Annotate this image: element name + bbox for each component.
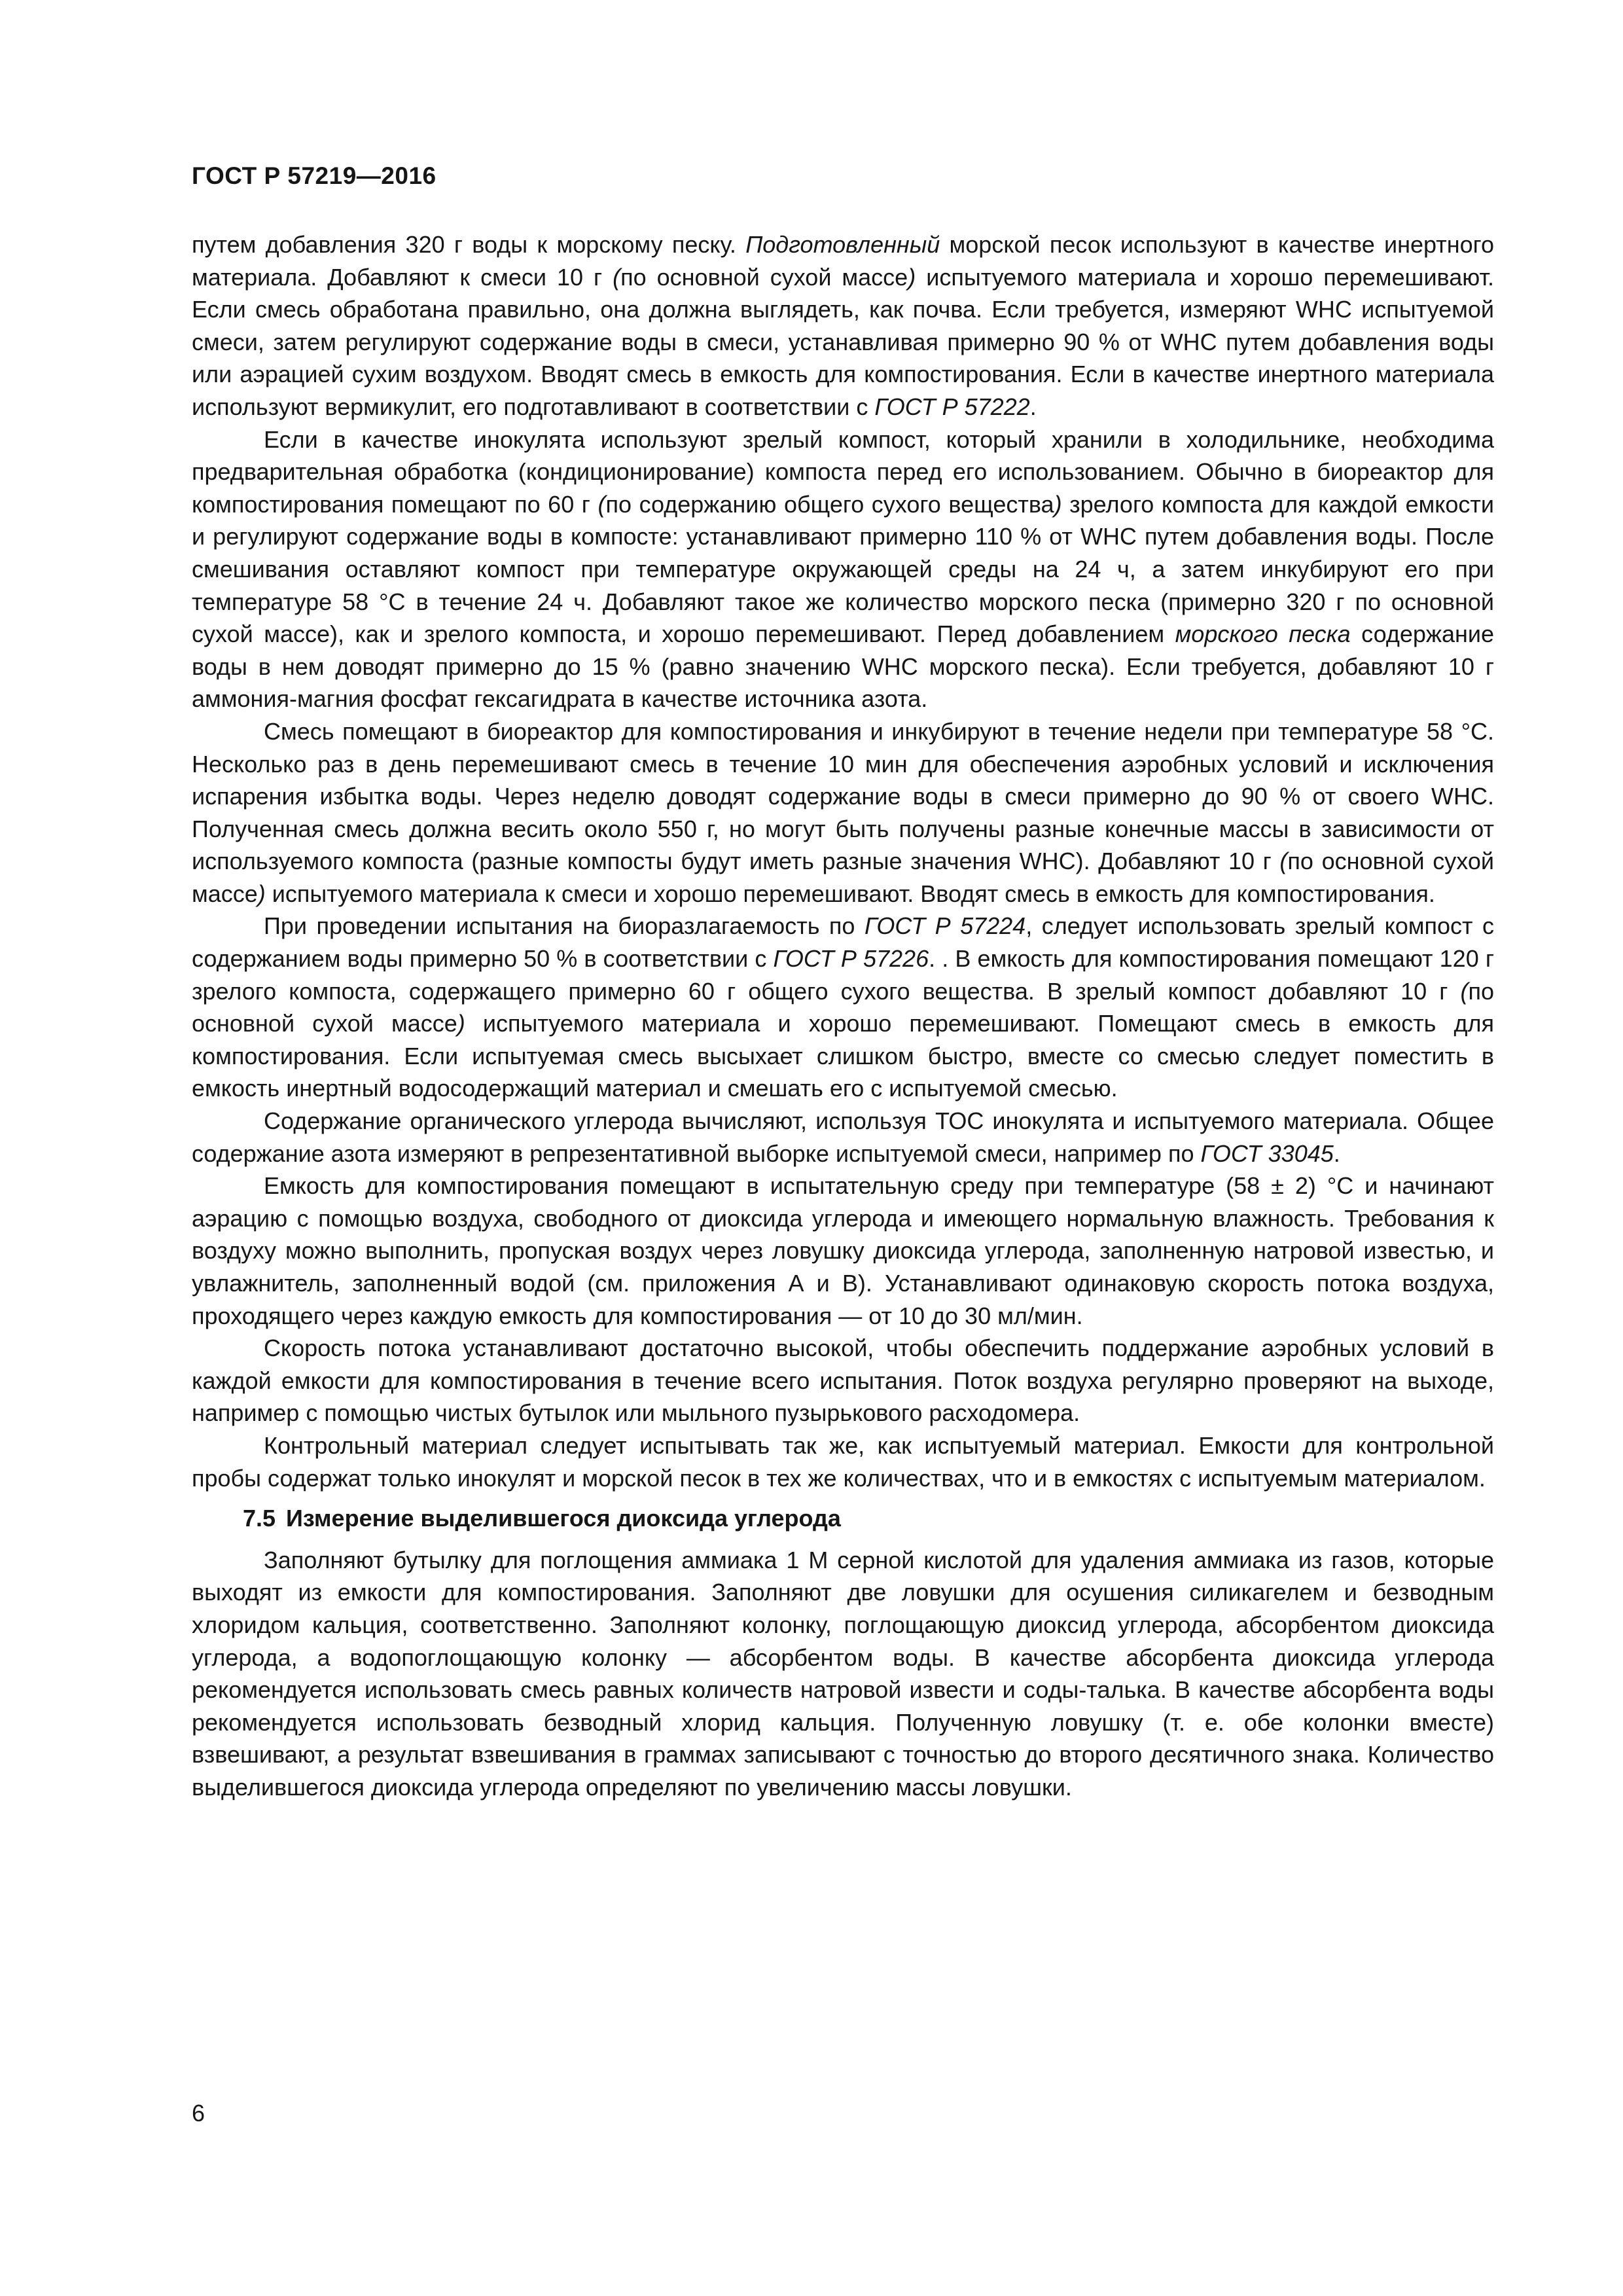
italic-text: ГОСТ Р 57224 [864,912,1026,940]
italic-text: ) [257,880,266,907]
italic-text: морского песка [1175,620,1351,648]
text-run: Контрольный материал следует испытывать так же, как испытуемый материал. Емкости для контрольной пробы содержат только инокулят и морской песок в тех же количествах, что и в емкостях с испытуемым материалом. [192,1431,1494,1492]
text-run: Емкость для компостирования помещают в испытательную среду при температуре (58 ± 2) °С и начинают аэрацию с помощью воздуха, свободного от диоксида углерода и имеющего нормальную влажность. Требования к воздуху можно выполнить, пропуская воздух через ловушку диоксида углерода, заполненную натровой известью, и увлажнитель, заполненный водой (см. приложения А и В). Устанавливают одинаковую скорость потока воздуха, проходящего через каждую емкость для компостирования — от 10 до 30 мл/мин. [192,1172,1494,1329]
text-run: по содержанию общего сухого вещества [605,490,1054,518]
paragraph [192,1332,1494,1429]
italic-text: ) [457,1010,465,1037]
text-run: зрелого компоста для каждой емкости и регулируют содержание воды в компосте: устанавливают примерно 110 % от WHC путем добавления воды. После смешивания оставляют компост при температуре окружающей среды на 24 ч, а затем инкубируют его при температуре 58 °С в течение 24 ч. Добавляют такое же количество морского песка (примерно 320 г по основной сухой массе), как и зрелого компоста, и хорошо перемешивают. Перед добавлением [192,490,1494,648]
paragraph [192,1170,1494,1332]
text-run: Заполняют бутылку для поглощения аммиака 1 М серной кислотой для удаления аммиака из газов, которые выходят из емкости для компостирования. Заполняют две ловушки для осушения силикагелем и безводным хлоридом кальция, соответственно. Заполняют колонку, поглощающую диоксид углерода, абсорбентом диоксида углерода, а водопоглощающую колонку — абсорбентом воды. В качестве абсорбента диоксида углерода рекомендуется использовать смесь равных количеств натровой извести и соды-талька. В качестве абсорбента воды рекомендуется использовать безводный хлорид кальция. Полученную ловушку (т. е. обе колонки вместе) взвешивают, а результат взвешивания в граммах записывают с точностью до второго десятичного знака. Количество выделившегося диоксида углерода определяют по увеличению массы ловушки. [192,1546,1494,1801]
text-run: испытуемого материала к смеси и хорошо перемешивают. Вводят смесь в емкость для компостирования. [265,880,1435,907]
document-body [192,228,1494,1804]
paragraph [192,1105,1494,1170]
body-paragraphs [192,228,1494,1494]
text-run: испытуемого материала и хорошо перемешивают. Если смесь обработана правильно, она должна выглядеть, как почва. Если требуется, измеряют WHC испытуемой смеси, затем регулируют содержание воды в смеси, устанавливая примерно 90 % от WHC путем добавления воды или аэрацией сухим воздухом. Вводят смесь в емкость для компостирования. Если в качестве инертного материала используют вермикулит, его подготавливают в соответствии с [192,263,1495,420]
italic-text: ( [1460,977,1469,1005]
text-run: морской песок используют в качестве инертного материала. Добавляют к смеси 10 г [192,231,1494,291]
italic-text: Подготовленный [745,231,940,258]
text-run: Скорость потока устанавливают достаточно высокой, чтобы обеспечить поддержание аэробных условий в каждой емкости для компостирования в течение всего испытания. Поток воздуха регулярно проверяют на выходе, например с помощью чистых бутылок или мыльного пузырькового расходомера. [192,1335,1494,1427]
text-run: . [1333,1139,1340,1167]
paragraph [192,423,1494,715]
section-heading [192,1502,1494,1535]
text-run: Содержание органического углерода вычисляют, используя ТОС инокулята и испытуемого материала. Общее содержание азота измеряют в репрезентативной выборке испытуемой смеси, например по [192,1107,1494,1167]
page-number: 6 [192,2100,205,2126]
text-run: содержание воды в нем доводят примерно до 15 % (равно значению WHC морского песка). Если требуется, добавляют 10 г аммония-магния фосфат гексагидрата в качестве источника азота. [192,620,1494,713]
italic-text: ) [1054,490,1062,518]
text-run: по основной сухой массе [620,263,908,291]
text-run: по основной сухой массе [192,848,1494,907]
document-code-header: ГОСТ Р 57219—2016 [192,162,437,189]
italic-text: ГОСТ Р 57226 [773,945,929,973]
paragraph [192,715,1494,910]
section-paragraphs [192,1544,1494,1804]
italic-text: ( [597,490,606,518]
text-run: по основной сухой массе [192,977,1494,1037]
text-run: испытуемого материала и хорошо перемешивают. Помещают смесь в емкость для компостирования. Если испытуемая смесь высыхает слишком быстро, вместе со смесью следует поместить в емкость инертный водосодержащий материал и смешать его с испытуемой смесью. [192,1010,1494,1102]
paragraph [192,1429,1494,1494]
italic-text: ) [908,263,916,291]
paragraph [192,228,1494,423]
text-run: Смесь помещают в биореактор для компостирования и инкубируют в течение недели при температуре 58 °С. Несколько раз в день перемешивают смесь в течение 10 мин для обеспечения аэробных условий и исключения испарения избытка воды. Через неделю доводят содержание воды в смеси примерно до 90 % от своего WHC. Полученная смесь должна весить около 550 г, но могут быть получены разные конечные массы в зависимости от используемого компоста (разные компосты будут иметь разные значения WHC). Добавляют 10 г [192,717,1494,875]
text-run: путем добавления 320 г воды к морскому песку. [192,231,746,258]
italic-text: ( [1279,848,1288,875]
text-run: При проведении испытания на биоразлагаемость по [264,912,865,940]
section-number: 7.5 [243,1505,276,1532]
italic-text: ( [613,263,621,291]
text-run: Если в качестве инокулята используют зрелый компост, который хранили в холодильнике, необходима предварительная обработка (кондиционирование) компоста перед его использованием. Обычно в биореактор для компостирования помещают по 60 г [192,425,1494,518]
text-run: . [1029,393,1037,420]
paragraph [192,1544,1494,1804]
text-run: , следует использовать зрелый компост с содержанием воды примерно 50 % в соответствии с [192,912,1494,973]
section-title: Измерение выделившегося диоксида углерода [286,1505,841,1532]
paragraph [192,910,1494,1105]
text-run: . . В емкость для компостирования помещают 120 г зрелого компоста, содержащего примерно 60 г общего сухого вещества. В зрелый компост добавляют 10 г [192,945,1494,1005]
italic-text: ГОСТ Р 57222 [874,393,1030,420]
italic-text: ГОСТ 33045 [1200,1139,1334,1167]
